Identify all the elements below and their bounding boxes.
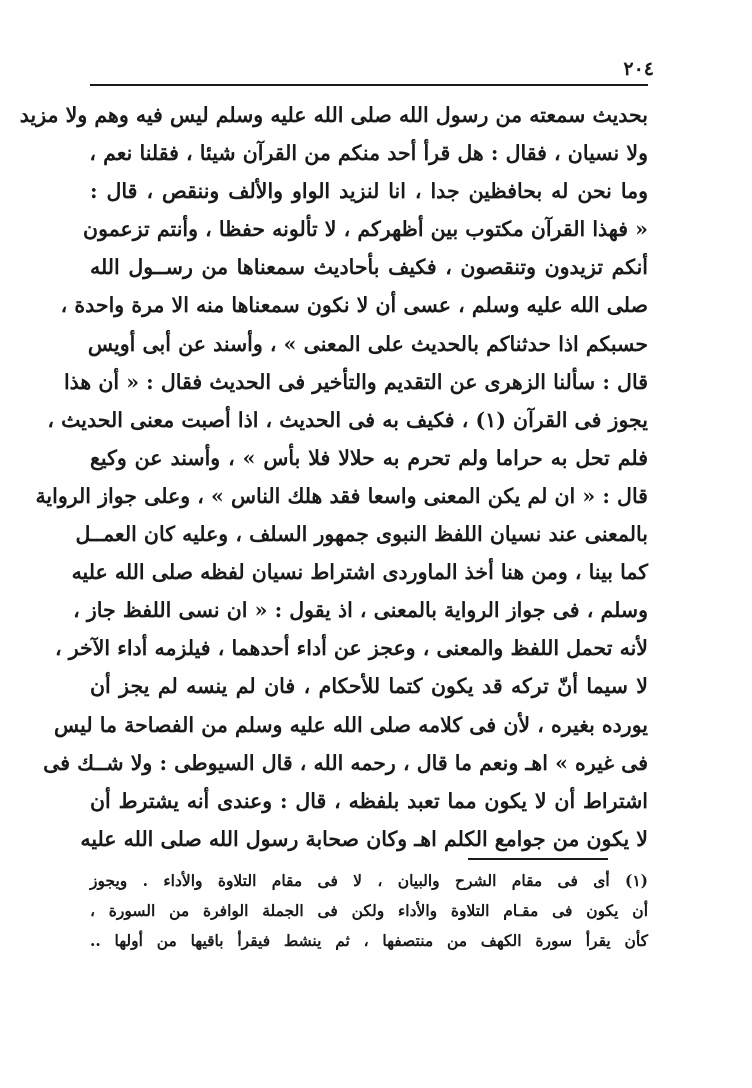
body-text bbox=[19, 96, 648, 858]
text-line: فلم تحل به حراما ولم تحرم به حلالا فلا بأس » ، وأسند عن وكيع bbox=[90, 445, 648, 470]
text-line: قال : سألنا الزهرى عن التقديم والتأخير فى الحديث فقال : « أن هذا bbox=[63, 369, 648, 394]
text-line: يجوز فى القرآن (١) ، فكيف به فى الحديث ، اذا أصبت معنى الحديث ، bbox=[47, 407, 648, 432]
footnote-line: (١) أى فى مقام الشرح والبيان ، لا فى مقام التلاوة والأداء . ويجوز bbox=[90, 871, 648, 890]
footnotes bbox=[90, 866, 648, 956]
text-line: فى غيره » اهـ ونعم ما قال ، رحمه الله ، قال السيوطى : ولا شــك فى bbox=[43, 750, 648, 775]
text-line: « فهذا القرآن مكتوب بين أظهركم ، لا تألونه حفظا ، وأنتم تزعمون bbox=[83, 217, 648, 242]
text-line: لا سيما أنّ تركه قد يكون كتما للأحكام ، فان لم ينسه لم يجز أن bbox=[90, 674, 648, 699]
text-line: بحديث سمعته من رسول الله صلى الله عليه وسلم ليس فيه وهم ولا مزيد bbox=[19, 103, 648, 127]
text-line: وسلم ، فى جواز الرواية بالمعنى ، اذ يقول : « ان نسى اللفظ جاز ، bbox=[73, 598, 648, 623]
text-line: ولا نسيان ، فقال : هل قرأ أحد منكم من القرآن شيئا ، فقلنا نعم ، bbox=[89, 141, 648, 166]
text-line: وما نحن له بحافظين جدا ، انا لنزيد الواو والألف وننقص ، قال : bbox=[90, 179, 648, 204]
text-line: أنكم تزيدون وتنقصون ، فكيف بأحاديث سمعناها من رســول الله bbox=[90, 255, 648, 280]
text-line: يورده بغيره ، لأن فى كلامه صلى الله عليه وسلم من الفصاحة ما ليس bbox=[54, 712, 648, 737]
text-line: حسبكم اذا حدثناكم بالحديث على المعنى » ، وأسند عن أبى أويس bbox=[87, 331, 648, 356]
text-line: بالمعنى عند نسيان اللفظ النبوى جمهور السلف ، وعليه كان العمــل bbox=[75, 522, 648, 547]
text-line: اشتراط أن لا يكون مما تعبد بلفظه ، قال : وعندى أنه يشترط أن bbox=[90, 788, 648, 813]
text-line: كما بينا ، ومن هنا أخذ الماوردى اشتراط نسيان لفظه صلى الله عليه bbox=[71, 560, 648, 585]
footnote-line: كأن يقرأ سورة الكهف من منتصفها ، ثم ينشط فيقرأ باقيها من أولها .. bbox=[90, 931, 648, 950]
text-line: صلى الله عليه وسلم ، عسى أن لا نكون سمعناها منه الا مرة واحدة ، bbox=[60, 293, 648, 318]
footnote-rule bbox=[468, 858, 608, 860]
text-line: لأنه تحمل اللفظ والمعنى ، وعجز عن أداء أحدهما ، فيلزمه أداء الآخر ، bbox=[54, 636, 648, 661]
footnote-line: أن يكون فى مقـام التلاوة والأداء ولكن فى الجملة الوافرة من السورة ، bbox=[90, 901, 648, 920]
page-number: ٢٠٤ bbox=[623, 58, 654, 80]
text-line: لا يكون من جوامع الكلم اهـ وكان صحابة رسول الله صلى الله عليه bbox=[80, 826, 648, 851]
text-line: قال : « ان لم يكن المعنى واسعا فقد هلك الناس » ، وعلى جواز الرواية bbox=[35, 483, 648, 508]
header-rule bbox=[90, 84, 648, 86]
